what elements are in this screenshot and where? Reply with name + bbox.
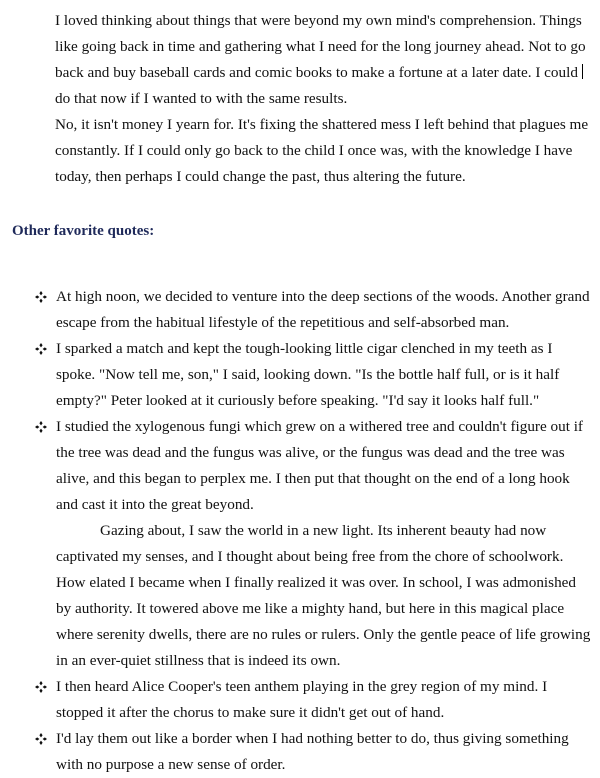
quote-item-4 — [0, 674, 600, 726]
intro-paragraph-1-start: I loved thinking about things that were beyond my own mind's comprehension. Things like going back in time and gathering what I need for the long journey ahead. Not to go back and buy baseball cards and comic books to make a fortune at a later date. I could — [55, 12, 586, 81]
quote-continuation-3: Gazing about, I saw the world in a new light. Its inherent beauty had now captivated my senses, and I thought about being free from the chore of schoolwork. How elated I became when I finally realized it was over. In school, I was admonished by authority. It towered above me like a mighty hand, but here in this magical place where serenity dwells, there are no rules or rulers. Only the gentle peace of life growing in an ever-quiet stillness that is indeed its own. — [56, 522, 591, 669]
text-cursor — [582, 64, 583, 79]
intro-text — [55, 8, 595, 190]
intro-paragraph-1-end: do that now if I wanted to with the same results. — [55, 90, 348, 107]
quote-text-5: I'd lay them out like a border when I had nothing better to do, thus giving something with no purpose a new sense of order. — [56, 730, 569, 773]
quote-item-5 — [0, 726, 600, 778]
diamond-bullet-icon — [34, 674, 48, 700]
quote-text-4: I then heard Alice Cooper's teen anthem playing in the grey region of my mind. I stopped it after the chorus to make sure it didn't get out of hand. — [56, 678, 548, 721]
diamond-bullet-icon — [34, 726, 48, 752]
quote-item-3 — [0, 414, 600, 674]
section-heading: Other favorite quotes: — [12, 223, 155, 239]
quote-text-1: At high noon, we decided to venture into the deep sections of the woods. Another grand escape from the habitual lifestyle of the repetitious and self-absorbed man. — [56, 288, 590, 331]
diamond-bullet-icon — [34, 414, 48, 440]
quote-text-2: I sparked a match and kept the tough-looking little cigar clenched in my teeth as I spoke. "Now tell me, son," I said, looking down. "Is the bottle half full, or is it half empty?" Peter looked at it curiously before speaking. "I'd say it looks half full." — [56, 340, 560, 409]
quote-item-1 — [0, 284, 600, 336]
quote-item-2 — [0, 336, 600, 414]
quotes-list — [0, 284, 600, 778]
intro-paragraph-1 — [55, 8, 595, 112]
diamond-bullet-icon — [34, 284, 48, 310]
diamond-bullet-icon — [34, 336, 48, 362]
intro-paragraph-2: No, it isn't money I yearn for. It's fixing the shattered mess I left behind that plagues me constantly. If I could only go back to the child I once was, with the knowledge I have today, then perhaps I could change the past, thus altering the future. — [55, 116, 589, 185]
quote-text-3: I studied the xylogenous fungi which grew on a withered tree and couldn't figure out if the tree was dead and the fungus was alive, or the fungus was dead and the tree was alive, and this began to perplex me. I then put that thought on the end of a long hook and cast it into the great beyond. — [56, 418, 583, 513]
